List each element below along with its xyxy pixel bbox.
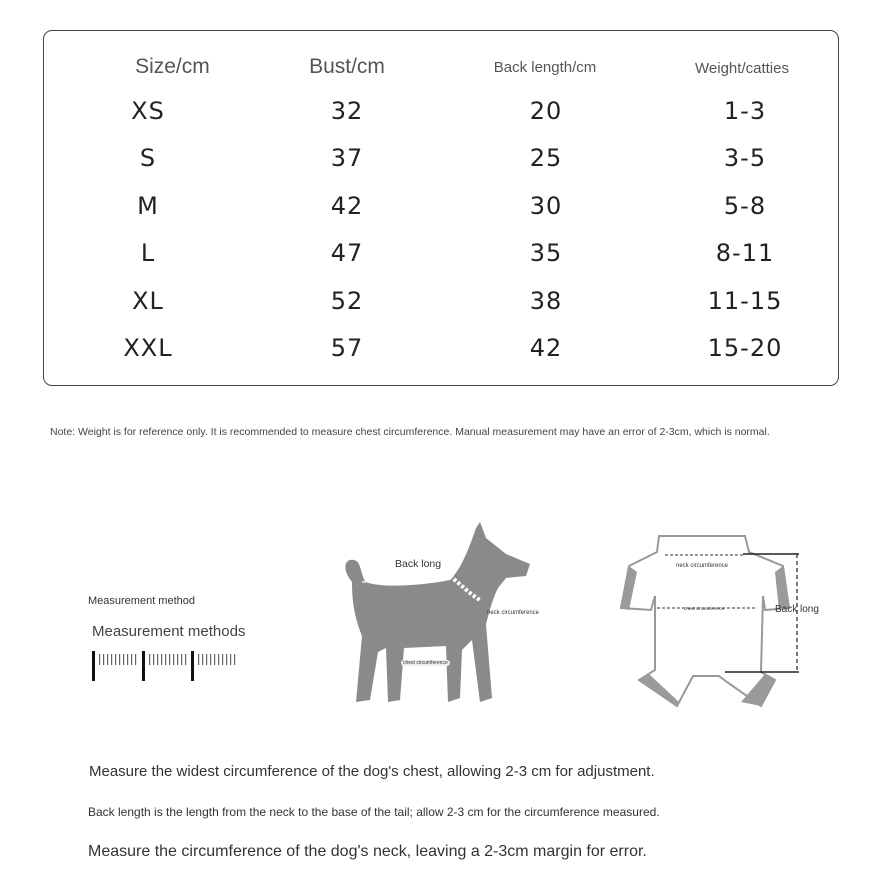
cell-size: XXL <box>123 334 173 362</box>
header-size: Size/cm <box>135 55 210 78</box>
measurement-method-label: Measurement method <box>88 595 195 607</box>
cell-weight: 8-11 <box>715 239 775 267</box>
instruction-neck: Measure the circumference of the dog's neck, leaving a 2-3cm margin for error. <box>88 843 647 860</box>
cell-bust: 42 <box>330 192 364 220</box>
cell-bust: 32 <box>330 97 364 125</box>
cell-back-length: 35 <box>529 239 563 267</box>
measurement-methods-title: Measurement methods <box>92 623 246 640</box>
instruction-back-length: Back length is the length from the neck to the base of the tail; allow 2-3 cm for the circumference measured. <box>88 805 660 819</box>
size-table <box>43 30 839 386</box>
cell-back-length: 30 <box>529 192 563 220</box>
cell-size: XL <box>132 287 164 315</box>
cell-back-length: 20 <box>529 97 563 125</box>
cell-weight: 11-15 <box>707 287 783 315</box>
cell-size: S <box>139 144 157 172</box>
dog-neck-label: neck circumference <box>487 610 540 616</box>
cell-bust: 52 <box>330 287 364 315</box>
ruler-icon <box>90 651 242 683</box>
cell-bust: 57 <box>330 334 364 362</box>
cell-back-length: 42 <box>529 334 563 362</box>
header-bust: Bust/cm <box>309 55 385 78</box>
instruction-chest: Measure the widest circumference of the dog's chest, allowing 2-3 cm for adjustment. <box>89 763 655 780</box>
cell-back-length: 38 <box>529 287 563 315</box>
dog-garment-icon <box>615 530 805 710</box>
cell-weight: 3-5 <box>723 144 767 172</box>
header-back-length: Back length/cm <box>493 59 597 76</box>
cell-weight: 15-20 <box>707 334 783 362</box>
dog-chest-label: chest circumference <box>403 660 448 666</box>
cell-size: M <box>137 192 159 220</box>
cell-weight: 5-8 <box>723 192 767 220</box>
dog-back-length-label: Back long <box>395 558 442 570</box>
cell-weight: 1-3 <box>723 97 767 125</box>
cell-back-length: 25 <box>529 144 563 172</box>
header-weight: Weight/catties <box>695 60 789 77</box>
garment-chest-label: chest circumference <box>684 606 725 611</box>
garment-neck-label: neck circumference <box>676 563 729 569</box>
weight-note: Note: Weight is for reference only. It is recommended to measure chest circumference. Manual measurement may have an error of 2-3cm, which is normal. <box>50 426 770 438</box>
cell-size: XS <box>131 97 165 125</box>
cell-size: L <box>140 239 156 267</box>
cell-bust: 47 <box>330 239 364 267</box>
cell-bust: 37 <box>330 144 364 172</box>
garment-back-length-label: Back long <box>775 604 819 615</box>
